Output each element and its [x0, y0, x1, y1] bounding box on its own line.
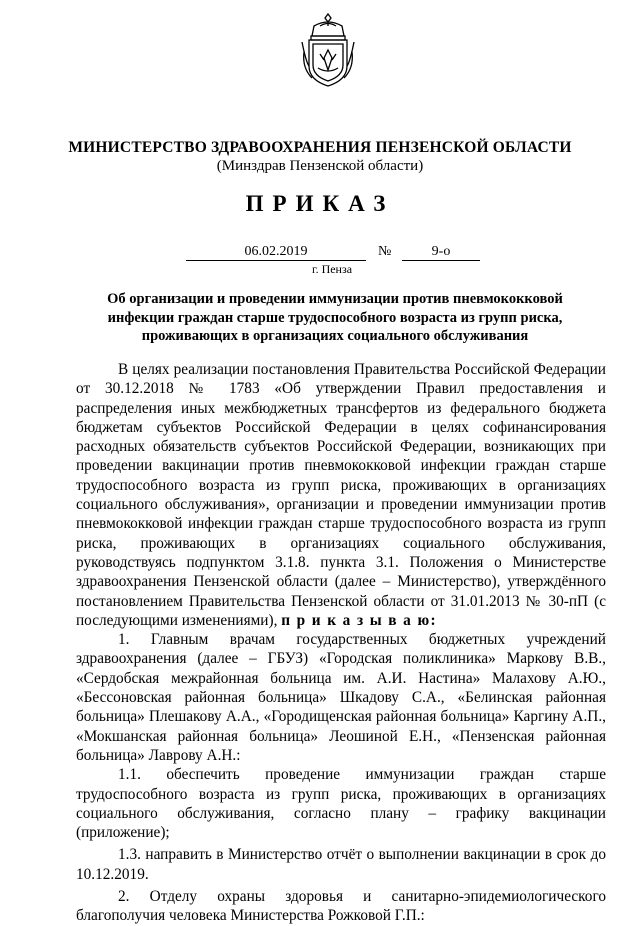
order-subject: Об организации и проведении иммунизации против пневмококковой инфекции граждан старше трудоспособного возраста из групп риска, проживающих в организациях социального обслуживания [107, 291, 563, 344]
order-verb: п р и к а з ы в а ю: [281, 611, 438, 629]
number-sign: № [378, 244, 392, 259]
paragraph-1-1: 1.1. обеспечить проведение иммунизации граждан старше трудоспособного возраста из групп риска, проживающих в организациях социального обслуживания, согласно плану – графику вакцинации (приложение); [76, 766, 606, 842]
preamble-paragraph [76, 360, 606, 630]
order-date: 06.02.2019 [186, 244, 366, 261]
city: г. Пенза [312, 262, 353, 276]
paragraph-2: 2. Отделу охраны здоровья и санитарно-эпидемиологического благополучия человека Министерства Рожковой Г.П.: [76, 888, 606, 925]
paragraph-1: 1. Главным врачам государственных бюджетных учреждений здравоохранения (далее – ГБУЗ) «Городская поликлиника» Маркову В.В., «Сердобская межрайонная больница им. А.И. Настина» Малахову А.Ю., «Бессоновская районная больница» Шкадову С.А., «Белинская районная больница» Плешакову А.А., «Городищенская районная больница» Каргину А.П., «Мокшанская районная больница» Леошиной Е.Н., «Пензенская районная больница» Лаврову А.Н.: [76, 631, 606, 764]
document-body [76, 360, 606, 926]
ministry-title: МИНИСТЕРСТВО ЗДРАВООХРАНЕНИЯ ПЕНЗЕНСКОЙ ОБЛАСТИ [68, 139, 572, 156]
ministry-short-name: (Минздрав Пензенской области) [216, 158, 424, 174]
coat-of-arms-emblem [298, 12, 358, 88]
order-number: 9-о [402, 244, 480, 261]
preamble-text: В целях реализации постановления Правительства Российской Федерации от 30.12.2018 № 1783 «Об утверждении Правил предоставления и распределения иных межбюджетных трансфертов из федерального бюджета бюджетам субъектов Российской Федерации в целях софинансирования расходных обязательств субъектов Российской Федерации, возникающих при проведении вакцинации против пневмококковой инфекции граждан старше трудоспособного возраста из групп риска, проживающих в организациях социального обслуживания», организации и проведении иммунизации против пневмококковой инфекции граждан старше трудоспособного возраста из групп риска, проживающих в организациях социального обслуживания, руководствуясь подпунктом 3.1.8. пункта 3.1. Положения о Министерстве здравоохранения Пензенской области (далее – Министерство), утверждённого постановлением Правительства Пензенской области от 31.01.2013 № 30-пП (с последующими изменениями), [76, 361, 606, 629]
paragraph-1-3: 1.3. направить в Министерство отчёт о выполнении вакцинации в срок до 10.12.2019. [76, 846, 606, 883]
document-type: ПРИКАЗ [245, 191, 395, 216]
